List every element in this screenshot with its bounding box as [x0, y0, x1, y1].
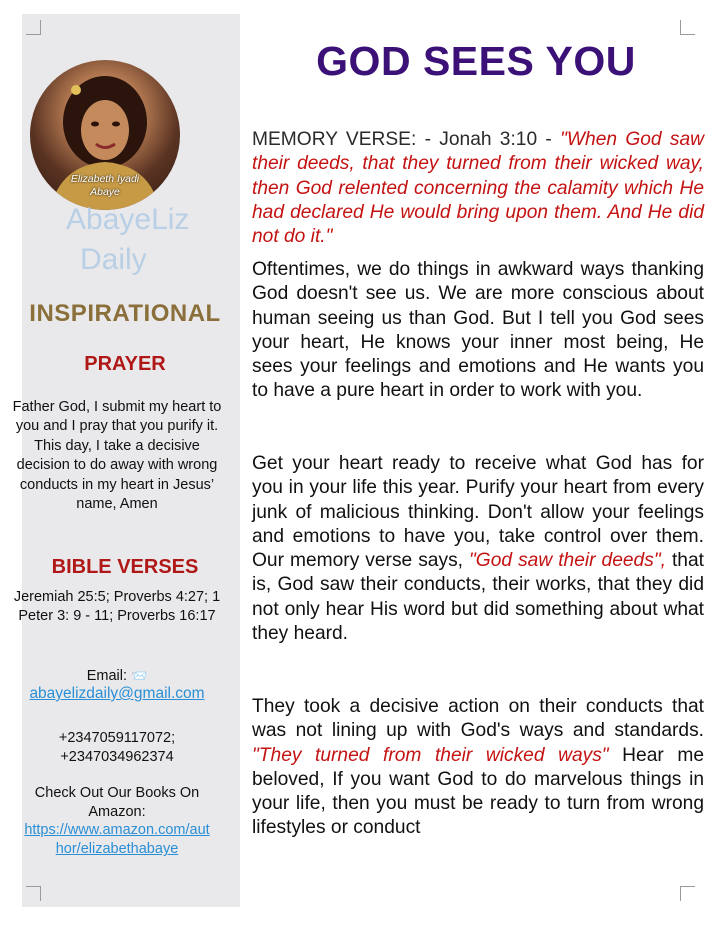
crop-mark-bottom-left — [26, 886, 41, 901]
email-link[interactable]: abayelizdaily@gmail.com — [29, 685, 205, 702]
memory-verse — [252, 128, 704, 249]
email-label-row — [8, 666, 226, 686]
paragraph-2 — [252, 452, 704, 646]
books-label: Check Out Our Books On Amazon: — [34, 785, 200, 821]
amazon-link-line2[interactable]: hor/elizabethabaye — [55, 841, 179, 858]
author-avatar — [30, 60, 180, 210]
paragraph-2-quote: "God saw their deeds", — [469, 550, 666, 572]
category-label: INSPIRATIONAL — [29, 300, 221, 327]
memory-verse-quote: "When God saw their deeds, that they turned from their wicked way, then God relented concerning the calamity which He had declared He would bring upon them. And He did not do it." — [252, 129, 704, 248]
paragraph-3 — [252, 695, 704, 841]
amazon-link[interactable] — [8, 821, 226, 860]
paragraph-3-text-b: Hear me beloved, If you want God to do marvelous things in your life, then you must be ready to turn from wrong lifestyles or conduct — [252, 744, 704, 839]
phone-number-1: +2347059117072; — [58, 730, 176, 746]
page-title: GOD SEES YOU — [316, 38, 636, 84]
brand-line2: Daily — [80, 243, 147, 276]
brand-name — [60, 200, 210, 280]
paragraph-1-text: Oftentimes, we do things in awkward ways thanking God doesn't see us. We are more conscious about human seeing us than God. But I tell you God sees your heart, He knows your inner most being, He sees your feelings and emotions and He wants you to have a pure heart in order to work with you. — [252, 259, 704, 402]
brand-line1: AbayeLiz — [66, 203, 190, 236]
prayer-heading: PRAYER — [84, 353, 166, 375]
paragraph-2-text-b: that is, God saw their conducts, their works, that they did not only hear His word but did something about what they heard. — [252, 550, 704, 645]
paragraph-3-quote: "They turned from their wicked ways" — [252, 744, 609, 766]
amazon-link-line1[interactable]: https://www.amazon.com/aut — [24, 822, 210, 838]
phone-numbers — [8, 729, 226, 768]
crop-mark-top-left — [26, 20, 41, 35]
paragraph-1 — [252, 258, 704, 404]
crop-mark-top-right — [680, 20, 695, 35]
avatar-caption — [30, 173, 180, 199]
paragraph-2-text-a: Get your heart ready to receive what God has for you in your life this year. Purify your heart from every junk of malicious thinking. Don't allow your feelings and emotions to have you, take control over them. Our memory verse says, — [252, 453, 704, 572]
phone-number-2: +2347034962374 — [60, 749, 174, 766]
avatar-caption-line1: Elizabeth Iyadi — [70, 173, 140, 185]
bible-verses-heading: BIBLE VERSES — [51, 556, 199, 578]
prayer-text: Father God, I submit my heart to you and I pray that you purify it. This day, I take a decisive decision to do away with wrong conducts in my heart in Jesus’ name, Amen — [12, 399, 222, 513]
avatar-caption-line2: Abaye — [90, 186, 120, 198]
bible-verses-text: Jeremiah 25:5; Proverbs 4:27; 1 Peter 3: 9 - 11; Proverbs 16:17 — [13, 589, 221, 625]
paragraph-3-text-a: They took a decisive action on their conducts that was not lining up with God's ways and standards. — [252, 696, 704, 742]
envelope-icon: 📨 — [131, 668, 148, 683]
memory-verse-label: MEMORY VERSE: - Jonah 3:10 - — [252, 129, 561, 150]
email-label: Email: — [86, 668, 128, 684]
crop-mark-bottom-right — [680, 886, 695, 901]
